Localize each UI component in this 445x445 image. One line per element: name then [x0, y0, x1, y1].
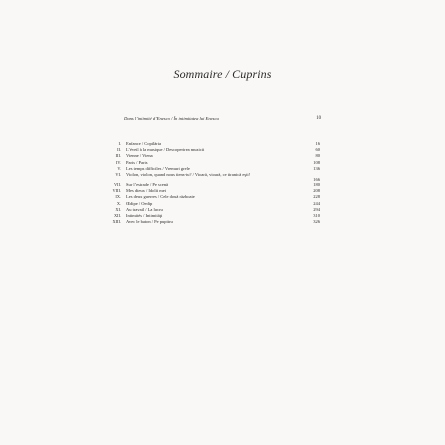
page-title: Sommaire / Cuprins: [173, 67, 272, 81]
chapter-page: 294: [313, 206, 320, 212]
chapter-page: 60: [315, 147, 320, 153]
chapter-page: 310: [313, 212, 320, 218]
chapter-number: VII.: [113, 181, 121, 187]
chapter-page: 136: [313, 165, 320, 171]
chapter-number: VI.: [115, 171, 121, 177]
intro-entry-page: 10: [316, 116, 321, 121]
chapter-number: II.: [117, 147, 121, 153]
chapter-title: Mes dieux / Idolii mei: [126, 188, 166, 194]
chapter-page: 326: [313, 219, 320, 225]
chapter-page: 208: [313, 188, 320, 194]
chapter-title: Les temps difficiles / Vremuri grele: [126, 165, 190, 171]
toc-row-6: [0, 172, 445, 182]
chapter-page: 180: [313, 181, 320, 187]
chapter-number: VIII.: [112, 188, 121, 194]
chapter-page: 16: [315, 141, 320, 146]
chapter-title: Les deux guerres / Cele două războaie: [126, 194, 195, 200]
chapter-page: 166: [313, 176, 320, 182]
toc-row-13: [0, 219, 445, 225]
chapter-page: 244: [313, 200, 320, 206]
chapter-number: X.: [116, 200, 121, 206]
table-of-contents: [0, 141, 445, 225]
chapter-title: Œdipe / Oedip: [126, 200, 153, 206]
intro-entry-title: Dans l’intimité d’Enesco / În intimitatea lui Enescu: [124, 116, 219, 121]
chapter-page: 108: [313, 159, 320, 165]
chapter-number: I.: [118, 141, 121, 146]
chapter-title: Intimités / Intimităţi: [126, 212, 163, 218]
chapter-number: XII.: [113, 212, 121, 218]
chapter-title: Enfance / Copilăria: [126, 141, 161, 146]
chapter-title: Avec le baton / Pe pupitru: [126, 219, 173, 225]
chapter-number: III.: [115, 153, 121, 159]
chapter-number: V.: [117, 165, 121, 171]
chapter-title: Paris / Paris: [126, 159, 148, 165]
chapter-number: IX.: [115, 194, 121, 200]
chapter-title: Violon, violon, quand nous tiens-tu? / Vioară, vioară, ce tiranică eşti!: [126, 171, 251, 177]
chapter-title: Au travail / La lucru: [126, 206, 163, 212]
chapter-title: Sur l’estrade / Pe scenă: [126, 181, 168, 187]
chapter-page: 228: [313, 194, 320, 200]
chapter-title: Vienne / Viena: [126, 153, 153, 159]
chapter-title: L’éveil à la musique / Descoperirea muzicii: [126, 147, 205, 153]
chapter-page: 80: [315, 153, 320, 159]
chapter-number: XIII.: [112, 219, 121, 225]
chapter-number: IV.: [115, 159, 121, 165]
chapter-number: XI.: [115, 206, 121, 212]
